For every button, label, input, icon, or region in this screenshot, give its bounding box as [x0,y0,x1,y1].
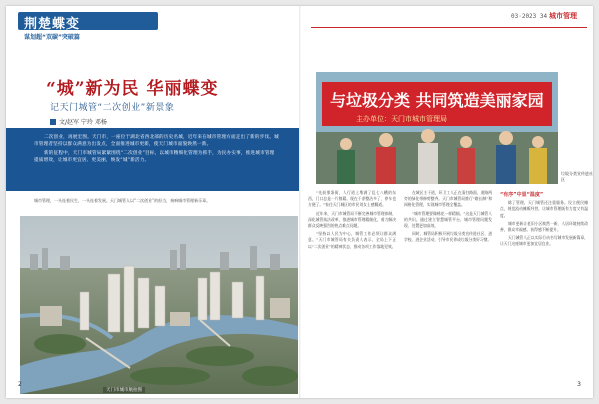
paragraph: “坚持以人民为中心，城管工作必须让群众满意。”天门市城管局有关负责人表示，全局上下正以“二次创业”的精神状态，推动各项工作落地见效。 [308,231,396,249]
event-caption: 垃圾分类宣传进社区 [561,171,593,182]
byline-marker-icon [50,119,56,125]
article-column-2 [404,190,492,246]
paragraph: 天门城管人正以实际行动书写城市发展新篇章，让天门这座城市更加宜居宜业。 [500,235,588,247]
header-rule [311,27,587,28]
section-tag: 城市管理 [549,12,577,20]
section-brand [18,12,158,46]
city-aerial-illustration [20,216,298,394]
paragraph: “城市管理要像绣花一样精细。”这是天门城管人的共识。通过建立智慧城管平台，城市管理问题发现、处置更加高效。 [404,210,492,229]
brand-title: 荆楚蝶变 [24,16,81,31]
article-column-3 [500,190,588,250]
article-title: “城”新为民 华丽蝶变 [46,79,219,99]
brand-subtitle: 谋划超“双碳”突破篇 [24,34,80,41]
paragraph: 城市更新让老旧小区焕然一新，人居环境持续改善，群众幸福感、获得感不断提升。 [500,220,588,233]
page-fold [299,6,301,398]
paragraph: 在城区主干道，环卫工人正在清扫路面，道路两旁的绿化带修剪整齐。天门市城管局推行“路长制”和网格化管理，实现城市管理全覆盖。 [404,190,492,208]
byline-text: 文/赵军 宁玲 邓杨 [59,119,107,126]
intro-paragraph: 新的征程中，天门市城管局紧紧围绕“二次创业”目标，以城市精细化管理为抓手，为民办实事，推进城市管理提质增效，让城市更宜居、更美丽，焕发“城”新活力。 [34,151,275,163]
lead-text: 城市管理，一头连着民生，一头连着发展。天门城管人以“二次创业”的担当，奏响城市管理新乐章。 [34,198,211,203]
page-number-left: 2 [18,381,22,388]
page-number-right: 3 [577,381,581,388]
paragraph: 近年来，天门市城管局不断完善城市管理体制，深化城管执法改革，推进城市管理精细化，着力解决群众反映强烈的热点难点问题。 [308,210,396,229]
article-subtitle: 记天门城管“二次创业”新景象 [50,103,175,113]
banner-text: 与垃圾分类 共同筑造美丽家园 [330,91,544,110]
article-column-1 [308,190,396,252]
issue-number: 03·2023 34 [511,13,548,20]
banner-subtext: 主办单位：天门市城市管理局 [356,115,447,123]
running-header [311,10,587,28]
magazine-spread [6,6,593,398]
intro-paragraph: 二次创业，再展宏图。天门市，一座位于湖北省西北部的历史名城，近年来在城市管理方面走出了新的步伐。城市管理者坚持以群众满意为出发点，全面推进城市更新，使天门城市面貌焕然一新。 [34,135,279,147]
paragraph: 除了管理，天门城管还注重服务。设立便民摊点，规范流动摊贩经营，让城市管理既有力度又有温度。 [500,200,588,218]
event-photo-illustration [316,72,558,184]
event-photo [316,72,558,184]
intro-text [34,134,279,166]
paragraph: “先前那条街，人行道上堆满了乱七八糟的东西，门口总是一片狼藉。现在干净整洁多了，停车也方便了。”家住天门城区的市民刘女士感慨道。 [308,190,396,208]
column-heading: “有序”中显“温度” [500,192,544,198]
city-aerial-photo [20,216,298,394]
photo-caption: 天门市城市航拍图 [103,387,145,393]
byline [50,117,107,126]
paragraph: 同时，城管局积极开展垃圾分类宣传进社区、进学校、进企业活动，引导市民养成垃圾分类好习惯。 [404,231,492,243]
